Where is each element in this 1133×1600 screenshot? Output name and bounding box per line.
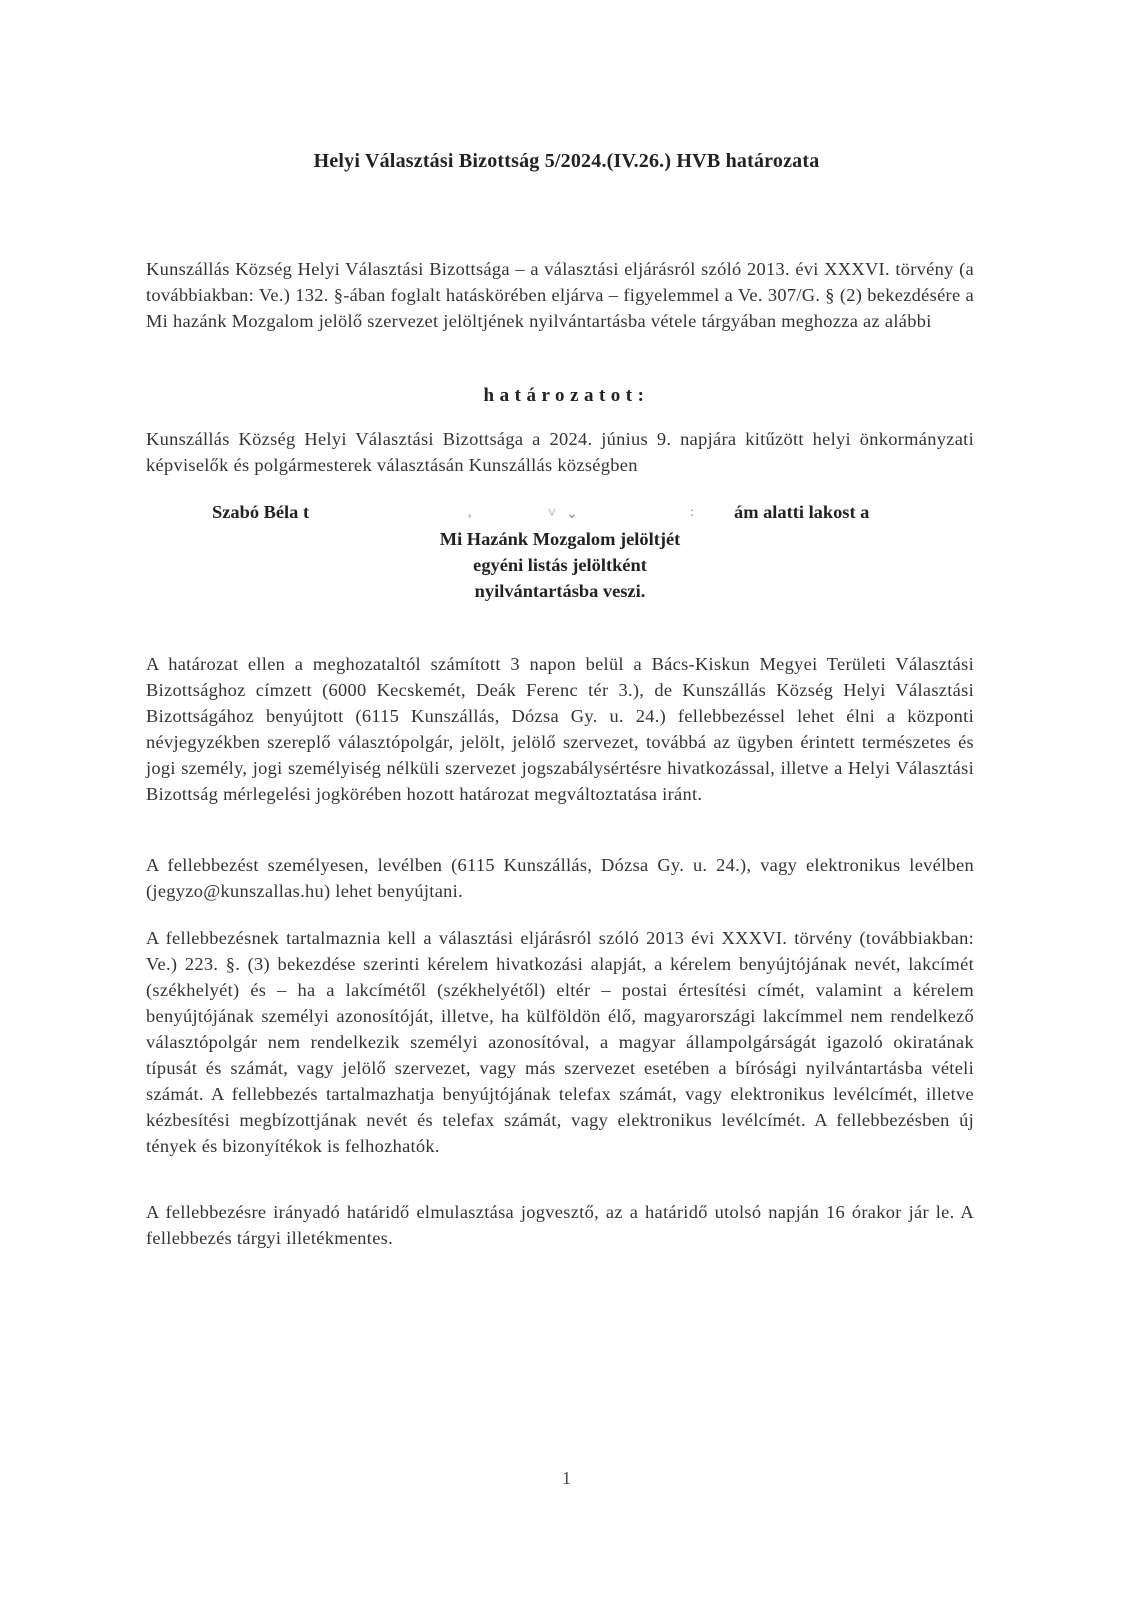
requirements-paragraph: A fellebbezésnek tartalmaznia kell a választási eljárásról szóló 2013 évi XXXVI. törvény (továbbiakban: Ve.) 223. §. (3) bekezdése szerinti kérelem hivatkozási alapját, a kérelem benyújtójának nevét, lakcímét (székhelyét) és – ha a lakcímétől (székhelyétől) eltér – postai értesítési címét, valamint a kérelem benyújtójának személyi azonosítóját, illetve, ha külföldön élő, magyarországi lakcímmel nem rendelkező választópolgár nem rendelkezik személyi azonosítóval, a magyar állampolgárságát igazoló okiratának típusát és számát, vagy jelölő szervezet, vagy más szervezet esetében a bírósági nyilvántartásba vételi számát. A fellebbezés tartalmazhatja benyújtójának telefax számát, vagy elektronikus levélcímét, illetve kézbesítési megbízottjának nevét és telefax számát, vagy elektronikus levélcímét. A fellebbezésben új tények és bizonyítékok is felhozhatók. <box>146 928 974 1156</box>
redaction-artifact: ˅ <box>548 506 556 521</box>
submission-paragraph: A fellebbezést személyesen, levélben (6115 Kunszállás, Dózsa Gy. u. 24.), vagy elektronikus levélben (jegyzo@kunszallas.hu) lehet benyújtani. <box>146 855 974 901</box>
decision-line: Mi Hazánk Mozgalom jelöltjét <box>439 529 681 549</box>
page-number: 1 <box>562 1468 571 1488</box>
decision-heading: határozatot: <box>483 385 650 406</box>
redaction-artifact: , <box>468 505 472 520</box>
decision-line: egyéni listás jelöltként <box>473 555 647 575</box>
appeal-paragraph: A határozat ellen a meghozataltól számított 3 napon belül a Bács-Kiskun Megyei Területi Választási Bizottsághoz címzett (6000 Kecskemét, Deák Ferenc tér 3.), de Kunszállás Község Helyi Választási Bizottságához benyújtott (6115 Kunszállás, Dózsa Gy. u. 24.) fellebbezéssel lehet élni a központi névjegyzékben szereplő választópolgár, jelölt, jelölő szervezet, továbbá az ügyben érintett természetes és jogi személy, jogi személyiség nélküli szervezet jogszabálysértésre hivatkozással, illetve a Helyi Választási Bizottság mérlegelési jogkörében hozott határozat megváltoztatása iránt. <box>146 654 974 804</box>
redaction-artifact: : <box>690 505 694 520</box>
decision-line: nyilvántartásba veszi. <box>474 581 646 601</box>
document-title: Helyi Választási Bizottság 5/2024.(IV.26.) HVB határozata <box>313 150 820 172</box>
intro-paragraph: Kunszállás Község Helyi Választási Bizottsága – a választási eljárásról szóló 2013. évi XXXVI. törvény (a továbbiakban: Ve.) 132. §-ában foglalt hatáskörében eljárva – figyelemmel a Ve. 307/G. § (2) bekezdésére a Mi hazánk Mozgalom jelölő szervezet jelöltjének nyilvántartásba vétele tárgyában meghozza az alábbi <box>146 259 974 331</box>
redaction-artifact: ⌄ <box>566 507 578 522</box>
candidate-name: Szabó Béla t <box>212 502 310 522</box>
deadline-paragraph: A fellebbezésre irányadó határidő elmulasztása jogvesztő, az a határidő utolsó napján 16 órakor jár le. A fellebbezés tárgyi illetékmentes. <box>146 1202 974 1248</box>
decision-intro-paragraph: Kunszállás Község Helyi Választási Bizottsága a 2024. június 9. napjára kitűzött helyi önkormányzati képviselők és polgármesterek választásán Kunszállás községben <box>146 429 974 475</box>
decision-statement <box>350 526 770 604</box>
candidate-address-tail: ám alatti lakost a <box>734 502 870 522</box>
